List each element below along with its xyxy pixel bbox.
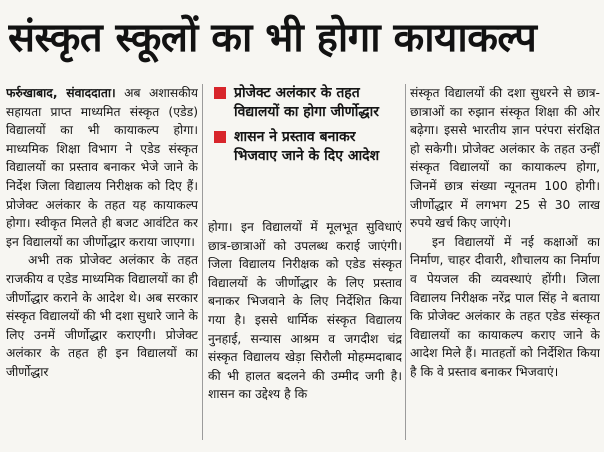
article-column-3 [410, 84, 600, 444]
column-1-paragraph-2: अभी तक प्रोजेक्ट अलंकार के तहत राजकीय व एडेड माध्यमिक विद्यालयों का ही जीर्णोद्धार कराने के आदेश थे। अब सरकार संस्कृत विद्यालयों की भी दशा सुधारे जाने के लिए उनमें जीर्णोद्धार कराएगी। प्रोजेक्ट अलंकार के तहत ही इन विद्यालयों का जीर्णोद्धार [6, 253, 198, 379]
highlights-box [214, 84, 400, 214]
highlight-text-1: प्रोजेक्ट अलंकार के तहत विद्यालयों का होगा जीर्णोद्धार [234, 85, 379, 120]
headline: संस्कृत स्कूलों का भी होगा कायाकल्प [8, 15, 537, 61]
highlight-item [214, 84, 400, 122]
column-divider-1 [202, 84, 203, 440]
article-column-2 [208, 218, 402, 446]
column-1-paragraph-1: अब अशासकीय सहायता प्राप्त माध्यमित संस्कृत (एडेड) विद्यालयों का भी कायाकल्प होगा। माध्यमिक शिक्षा विभाग ने एडेड संस्कृत विद्यालयों का प्रस्ताव बनाकर भेजे जाने के निर्देश जिला विद्यालय निरीक्षक को दिए हैं। प्रोजेक्ट अलंकार के तहत यह कायाकल्प होगा। स्वीकृत मिलते ही बजट आवंटित कर इन विद्यालयों का जीर्णोद्धार कराया जाएगा। [6, 86, 198, 249]
column-2-paragraph-1: होगा। इन विद्यालयों में मूलभूत सुविधाएं छात्र-छात्राओं को उपलब्ध कराई जाएंगी। जिला विद्यालय निरीक्षक को एडेड संस्कृत विद्यालयों के जीर्णोद्धार के लिए प्रस्ताव बनाकर भिजवाने के लिए निर्देशित किया गया है। इससे धार्मिक संस्कृत विद्यालय नुनहाई, सन्यास आश्रम व जगदीश चंद्र संस्कृत विद्यालय खेड़ा सिरौली मोहम्मदाबाद की भी हालत बदलने की उम्मीद जगी है। शासन का उद्देश्य है कि [208, 220, 402, 402]
column-3-paragraph-1: संस्कृत विद्यालयों की दशा सुधरने से छात्र-छात्राओं का रुझान संस्कृत शिक्षा की ओर बढ़ेगा। इससे भारतीय ज्ञान परंपरा संरक्षित हो सकेगी। प्रोजेक्ट अलंकार के तहत उन्हीं संस्कृत विद्यालयों का कायाकल्प होगा, जिनमें छात्र संख्या न्यूनतम 100 होगी। जीर्णोद्धार में लगभग 25 से 30 लाख रुपये खर्च किए जाएंगे। [410, 86, 600, 231]
red-square-bullet-icon [214, 87, 226, 99]
column-3-paragraph-2: इन विद्यालयों में नई कक्षाओं का निर्माण, चाहर दीवारी, शौचालय का निर्माण व पेयजल की व्यवस्थाएं होंगी। जिला विद्यालय निरीक्षक नरेंद्र पाल सिंह ने बताया कि प्रोजेक्ट अलंकार के तहत एडेड संस्कृत विद्यालयों का कायाकल्प कराए जाने के आदेश मिले हैं। मातहतों को निर्देशित किया है कि वे प्रस्ताव बनाकर भिजवाएं। [410, 234, 600, 379]
red-square-bullet-icon [214, 131, 226, 143]
highlight-item [214, 128, 400, 166]
article-column-1 [6, 84, 198, 444]
dateline: फर्रुखाबाद, संवाददाता। [6, 86, 116, 100]
highlight-text-2: शासन ने प्रस्ताव बनाकर भिजवाए जाने के दिए आदेश [234, 129, 380, 164]
column-divider-2 [405, 84, 406, 440]
